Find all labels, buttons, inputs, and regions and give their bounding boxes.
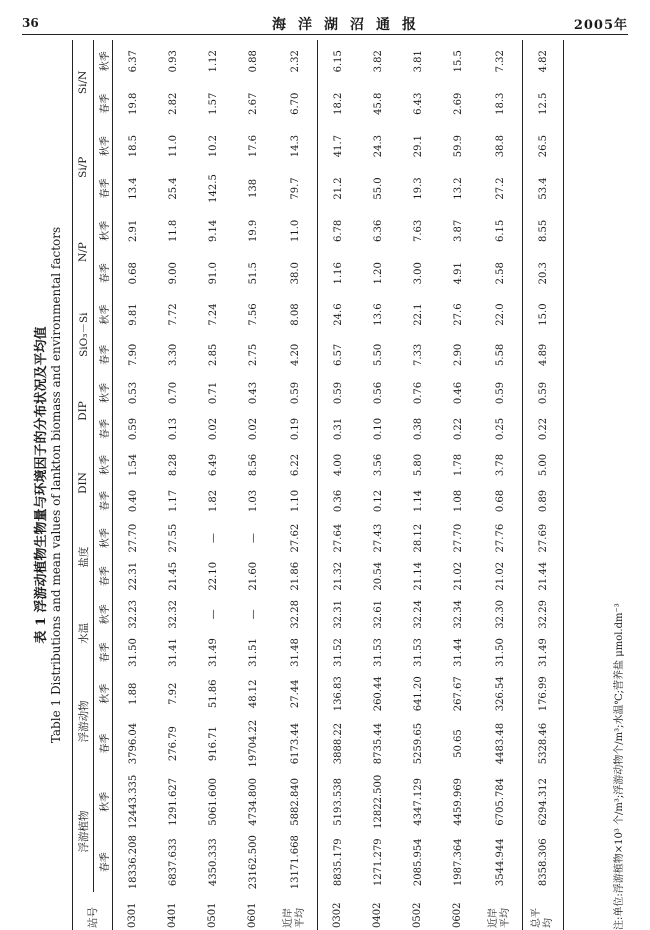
season-header-spring: 春季 [94, 833, 113, 892]
value-cell: 6.22 [289, 453, 301, 477]
value-cell: 3796.04 [127, 722, 139, 765]
value-cell: 0.31 [318, 411, 359, 447]
value-cell: 25.4 [167, 177, 179, 200]
value-cell: 276.79 [167, 726, 179, 762]
value-cell: 27.64 [318, 519, 359, 557]
value-cell: 31.50 [494, 638, 506, 667]
value-cell: 27.69 [523, 519, 564, 557]
value-cell: — [207, 533, 219, 544]
value-cell: 1.82 [207, 489, 219, 513]
value-cell: 7.72 [167, 303, 179, 326]
value-cell: 6.15 [318, 40, 359, 83]
header-rule [22, 34, 628, 35]
value-cell: 2.67 [247, 92, 259, 115]
value-cell: 1.03 [247, 489, 259, 513]
value-cell: 5.58 [494, 343, 506, 366]
value-cell: 8.28 [167, 453, 179, 477]
value-cell: 4.89 [523, 335, 564, 375]
table-row [233, 40, 273, 930]
value-cell: 0.88 [247, 50, 259, 73]
value-cell: 31.52 [318, 633, 359, 671]
station-cell [113, 892, 154, 930]
value-cell: 32.61 [372, 600, 384, 629]
table-row [273, 40, 318, 930]
value-cell: 12822.500 [372, 774, 384, 829]
value-cell: 260.44 [372, 676, 384, 712]
value-cell: 27.55 [167, 523, 179, 553]
value-cell: 26.5 [523, 125, 564, 167]
value-cell: 0.59 [523, 375, 564, 411]
value-cell: 0.76 [412, 381, 424, 405]
value-cell: 4.20 [289, 343, 301, 366]
station-cell [478, 892, 523, 930]
value-cell: 1291.627 [167, 777, 179, 826]
value-cell: 0.70 [167, 381, 179, 405]
value-cell: 2.82 [167, 92, 179, 115]
value-cell: 11.0 [167, 134, 179, 158]
value-cell: 2085.954 [412, 838, 424, 887]
value-cell: 22.1 [412, 303, 424, 326]
station-cell [193, 892, 233, 930]
value-cell: 18.5 [127, 134, 139, 158]
value-cell: 31.51 [247, 638, 259, 667]
value-cell: 5328.46 [523, 716, 564, 771]
value-cell: 7.63 [412, 219, 424, 242]
value-cell: 14.3 [289, 134, 301, 158]
value-cell: 0.89 [523, 483, 564, 519]
table-row [523, 40, 564, 930]
value-cell: 27.44 [289, 679, 301, 709]
value-cell: 32.23 [127, 600, 139, 629]
table-caption-cn: 表 1 浮游动植物生物量与环境因子的分布状况及平均值 [34, 326, 49, 644]
issue-year: 2005年 [573, 18, 628, 33]
value-cell: 3.78 [494, 453, 506, 477]
value-cell: 0.56 [372, 381, 384, 405]
value-cell: 0.46 [452, 381, 464, 405]
value-cell: 22.31 [127, 561, 139, 591]
value-cell: 27.70 [452, 523, 464, 553]
value-cell: 51.86 [207, 679, 219, 709]
value-cell: 6.43 [412, 92, 424, 115]
value-cell: 38.8 [494, 134, 506, 158]
value-cell: 0.59 [318, 375, 359, 411]
value-cell: 0.02 [247, 417, 259, 441]
value-cell: 20.3 [523, 252, 564, 294]
value-cell: 267.67 [452, 676, 464, 712]
value-cell: 32.24 [412, 600, 424, 629]
value-cell: 3.56 [372, 453, 384, 477]
data-table [72, 40, 564, 930]
rotated-table-area [22, 40, 628, 930]
value-cell: 31.53 [412, 638, 424, 667]
value-cell: 21.14 [412, 561, 424, 591]
value-cell: 3.30 [167, 343, 179, 366]
value-cell: 8358.306 [523, 833, 564, 892]
value-cell: 1.10 [289, 489, 301, 513]
table-row [193, 40, 233, 930]
value-cell: 1271.279 [372, 838, 384, 887]
season-header-autumn: 秋季 [94, 672, 113, 716]
value-cell: 5061.600 [207, 777, 219, 826]
value-cell: 0.36 [318, 483, 359, 519]
season-header-spring: 春季 [94, 335, 113, 375]
value-cell: 21.2 [318, 167, 359, 209]
station-cell [358, 892, 398, 930]
value-cell: 32.29 [523, 595, 564, 633]
value-cell: 19.9 [247, 219, 259, 242]
value-cell: 176.99 [523, 672, 564, 716]
table-caption-en: Table 1 Distributions and mean values of lankton biomass and environmental factors [49, 226, 63, 744]
value-cell: 7.90 [127, 343, 139, 366]
value-cell: 22.10 [207, 561, 219, 591]
value-cell: 2.85 [207, 343, 219, 366]
value-cell: 31.41 [167, 638, 179, 667]
value-cell: 19.8 [127, 92, 139, 115]
value-cell: 32.28 [289, 600, 301, 629]
value-cell: 27.70 [127, 523, 139, 553]
value-cell: 7.92 [167, 682, 179, 705]
value-cell: 18.3 [494, 92, 506, 115]
value-cell: 31.49 [523, 633, 564, 671]
value-cell: 0.22 [523, 411, 564, 447]
value-cell: 8835.179 [318, 833, 359, 892]
season-header-autumn: 秋季 [94, 771, 113, 832]
value-cell: 2.32 [289, 50, 301, 73]
value-cell: 32.31 [318, 595, 359, 633]
page-header [22, 6, 628, 36]
value-cell: 2.69 [452, 92, 464, 115]
station-header: 站号 [73, 892, 113, 930]
value-cell: 9.14 [207, 219, 219, 242]
value-cell: 79.7 [289, 177, 301, 200]
value-cell: 15.5 [452, 50, 464, 73]
value-cell: 21.60 [247, 561, 259, 591]
value-cell: 4347.129 [412, 777, 424, 826]
value-cell: 7.56 [247, 303, 259, 326]
season-header-spring: 春季 [94, 483, 113, 519]
value-cell: 13.4 [127, 177, 139, 200]
value-cell: 21.32 [318, 557, 359, 595]
value-cell: 916.71 [207, 726, 219, 762]
value-cell: 0.40 [127, 489, 139, 513]
value-cell: 142.5 [207, 174, 219, 203]
value-cell: 11.8 [167, 219, 179, 242]
value-cell: 6294.312 [523, 771, 564, 832]
season-header-spring: 春季 [94, 167, 113, 209]
station-cell [153, 892, 193, 930]
table-row [358, 40, 398, 930]
value-cell: 24.6 [318, 294, 359, 334]
value-cell: 7.33 [412, 343, 424, 366]
season-header-autumn: 秋季 [94, 125, 113, 167]
value-cell: 3.82 [372, 50, 384, 73]
value-cell: 0.10 [372, 417, 384, 441]
value-cell: 0.13 [167, 417, 179, 441]
value-cell: 29.1 [412, 134, 424, 158]
season-header-spring: 春季 [94, 83, 113, 125]
value-cell: 3544.944 [494, 838, 506, 887]
value-cell: 1.20 [372, 262, 384, 285]
group-header: 盐度 [73, 519, 94, 595]
value-cell: — [207, 609, 219, 620]
value-cell: 8.55 [523, 210, 564, 252]
value-cell: — [247, 533, 259, 544]
header-row-seasons [94, 40, 113, 930]
value-cell: 11.0 [289, 219, 301, 242]
value-cell: 2.58 [494, 262, 506, 285]
header-row-groups [73, 40, 94, 930]
station-label: 0502 [412, 902, 423, 928]
group-header: N/P [73, 210, 94, 295]
value-cell: 0.19 [289, 417, 301, 441]
value-cell: 1.14 [412, 489, 424, 513]
season-header-autumn: 秋季 [94, 595, 113, 633]
station-label: 0602 [452, 902, 463, 928]
value-cell: 48.12 [247, 679, 259, 709]
value-cell: 0.93 [167, 50, 179, 73]
group-header: DIP [73, 375, 94, 447]
station-label: 近岸平均 [283, 908, 306, 928]
station-cell [523, 892, 564, 930]
value-cell: 21.02 [494, 561, 506, 591]
value-cell: 23162.500 [247, 835, 259, 890]
value-cell: 3888.22 [318, 716, 359, 771]
value-cell: 5.00 [523, 447, 564, 483]
value-cell: 7.32 [494, 50, 506, 73]
value-cell: 32.30 [494, 600, 506, 629]
value-cell: 24.3 [372, 134, 384, 158]
station-label: 0402 [372, 902, 383, 928]
value-cell: 27.62 [289, 523, 301, 553]
group-header: 浮游动物 [73, 672, 94, 772]
value-cell: 41.7 [318, 125, 359, 167]
value-cell: 3.87 [452, 219, 464, 242]
page-number: 36 [22, 16, 39, 30]
value-cell: 0.02 [207, 417, 219, 441]
station-cell [273, 892, 318, 930]
station-label: 0501 [207, 902, 218, 928]
station-cell [438, 892, 478, 930]
value-cell: 2.90 [452, 343, 464, 366]
value-cell: 6.49 [207, 453, 219, 477]
table-row [113, 40, 154, 930]
value-cell: 32.34 [452, 600, 464, 629]
value-cell: 5193.538 [318, 771, 359, 832]
season-header-spring: 春季 [94, 557, 113, 595]
value-cell: 4.00 [318, 447, 359, 483]
value-cell: 6.37 [127, 50, 139, 73]
value-cell: 27.76 [494, 523, 506, 553]
value-cell: 6837.633 [167, 838, 179, 887]
value-cell: 21.44 [523, 557, 564, 595]
value-cell: 12443.335 [127, 774, 139, 829]
value-cell: 9.81 [127, 303, 139, 326]
value-cell: 4350.333 [207, 838, 219, 887]
value-cell: 21.45 [167, 561, 179, 591]
value-cell: 6173.44 [289, 722, 301, 765]
value-cell: 4.82 [523, 40, 564, 83]
value-cell: 4734.800 [247, 777, 259, 826]
value-cell: 27.2 [494, 177, 506, 200]
value-cell: 3.00 [412, 262, 424, 285]
group-header: 水温 [73, 595, 94, 671]
value-cell: 38.0 [289, 262, 301, 285]
value-cell: 1.78 [452, 453, 464, 477]
value-cell: 51.5 [247, 262, 259, 285]
value-cell: 1.57 [207, 92, 219, 115]
value-cell: 50.65 [452, 729, 464, 758]
table-body [113, 40, 564, 930]
value-cell: 1.54 [127, 453, 139, 477]
season-header-autumn: 秋季 [94, 519, 113, 557]
season-header-spring: 春季 [94, 633, 113, 671]
value-cell: 326.54 [494, 676, 506, 712]
value-cell: 1.88 [127, 682, 139, 705]
value-cell: 4.91 [452, 262, 464, 285]
value-cell: 15.0 [523, 294, 564, 334]
value-cell: 18.2 [318, 83, 359, 125]
value-cell: 0.68 [494, 489, 506, 513]
season-header-spring: 春季 [94, 716, 113, 771]
season-header-autumn: 秋季 [94, 294, 113, 334]
value-cell: 6705.784 [494, 777, 506, 826]
value-cell: 641.20 [412, 676, 424, 712]
season-header-spring: 春季 [94, 411, 113, 447]
value-cell: 0.43 [247, 381, 259, 405]
value-cell: 13.2 [452, 177, 464, 200]
value-cell: 31.49 [207, 638, 219, 667]
value-cell: 32.32 [167, 600, 179, 629]
station-cell [233, 892, 273, 930]
value-cell: 20.54 [372, 561, 384, 591]
value-cell: 10.2 [207, 134, 219, 158]
value-cell: 5882.840 [289, 777, 301, 826]
value-cell: 0.12 [372, 489, 384, 513]
value-cell: — [247, 609, 259, 620]
value-cell: 31.48 [289, 638, 301, 667]
group-header: Si/P [73, 125, 94, 210]
season-header-autumn: 秋季 [94, 40, 113, 83]
value-cell: 136.83 [318, 672, 359, 716]
value-cell: 5259.65 [412, 722, 424, 765]
value-cell: 1.08 [452, 489, 464, 513]
value-cell: 9.00 [167, 262, 179, 285]
value-cell: 6.15 [494, 219, 506, 242]
station-label: 0601 [247, 902, 258, 928]
value-cell: 31.44 [452, 638, 464, 667]
station-label: 0302 [332, 902, 343, 928]
value-cell: 8.56 [247, 453, 259, 477]
table-note: 注:单位:浮游植物×10³ 个/m³;浮游动物个/m³;水温℃;营养盐 μmol.dm⁻³ [614, 603, 625, 930]
value-cell: 31.53 [372, 638, 384, 667]
value-cell: 2.75 [247, 343, 259, 366]
value-cell: 8735.44 [372, 722, 384, 765]
table-row [438, 40, 478, 930]
value-cell: 7.24 [207, 303, 219, 326]
value-cell: 6.57 [318, 335, 359, 375]
group-header: Si/N [73, 40, 94, 125]
value-cell: 1.16 [318, 252, 359, 294]
value-cell: 1.17 [167, 489, 179, 513]
group-header: SiO₃－Si [73, 294, 94, 375]
value-cell: 13171.668 [289, 835, 301, 890]
group-header: 浮游植物 [73, 771, 94, 892]
station-cell [318, 892, 359, 930]
value-cell: 0.53 [127, 381, 139, 405]
value-cell: 21.02 [452, 561, 464, 591]
value-cell: 1987.364 [452, 838, 464, 887]
value-cell: 22.0 [494, 303, 506, 326]
value-cell: 8.08 [289, 303, 301, 326]
value-cell: 19704.22 [247, 719, 259, 768]
value-cell: 3.81 [412, 50, 424, 73]
station-label: 0401 [167, 902, 178, 928]
value-cell: 27.6 [452, 303, 464, 326]
value-cell: 45.8 [372, 92, 384, 115]
value-cell: 5.80 [412, 453, 424, 477]
value-cell: 0.59 [494, 381, 506, 405]
value-cell: 6.36 [372, 219, 384, 242]
value-cell: 6.70 [289, 92, 301, 115]
season-header-autumn: 秋季 [94, 447, 113, 483]
station-cell [398, 892, 438, 930]
value-cell: 2.91 [127, 219, 139, 242]
value-cell: 0.59 [289, 381, 301, 405]
table-row [398, 40, 438, 930]
value-cell: 5.50 [372, 343, 384, 366]
value-cell: 0.22 [452, 417, 464, 441]
value-cell: 0.71 [207, 381, 219, 405]
station-label: 总平均 [531, 908, 554, 928]
value-cell: 18336.208 [127, 835, 139, 890]
value-cell: 19.3 [412, 177, 424, 200]
value-cell: 21.86 [289, 561, 301, 591]
value-cell: 0.38 [412, 417, 424, 441]
value-cell: 12.5 [523, 83, 564, 125]
value-cell: 27.43 [372, 523, 384, 553]
value-cell: 91.0 [207, 262, 219, 285]
value-cell: 53.4 [523, 167, 564, 209]
value-cell: 17.6 [247, 134, 259, 158]
value-cell: 0.25 [494, 417, 506, 441]
season-header-autumn: 秋季 [94, 210, 113, 252]
value-cell: 31.50 [127, 638, 139, 667]
station-label: 0301 [127, 902, 138, 928]
season-header-spring: 春季 [94, 252, 113, 294]
value-cell: 0.59 [127, 417, 139, 441]
station-label: 近岸平均 [488, 908, 511, 928]
value-cell: 0.68 [127, 262, 139, 285]
season-header-autumn: 秋季 [94, 375, 113, 411]
table-row [478, 40, 523, 930]
value-cell: 138 [247, 178, 259, 199]
value-cell: 1.12 [207, 50, 219, 73]
table-row [318, 40, 359, 930]
value-cell: 28.12 [412, 523, 424, 553]
table-row [153, 40, 193, 930]
group-header: DIN [73, 447, 94, 519]
value-cell: 4459.969 [452, 777, 464, 826]
value-cell: 13.6 [372, 303, 384, 326]
journal-title: 海洋湖沼通报 [272, 17, 428, 33]
value-cell: 55.0 [372, 177, 384, 200]
value-cell: 59.9 [452, 134, 464, 158]
value-cell: 4483.48 [494, 722, 506, 765]
value-cell: 6.78 [318, 210, 359, 252]
